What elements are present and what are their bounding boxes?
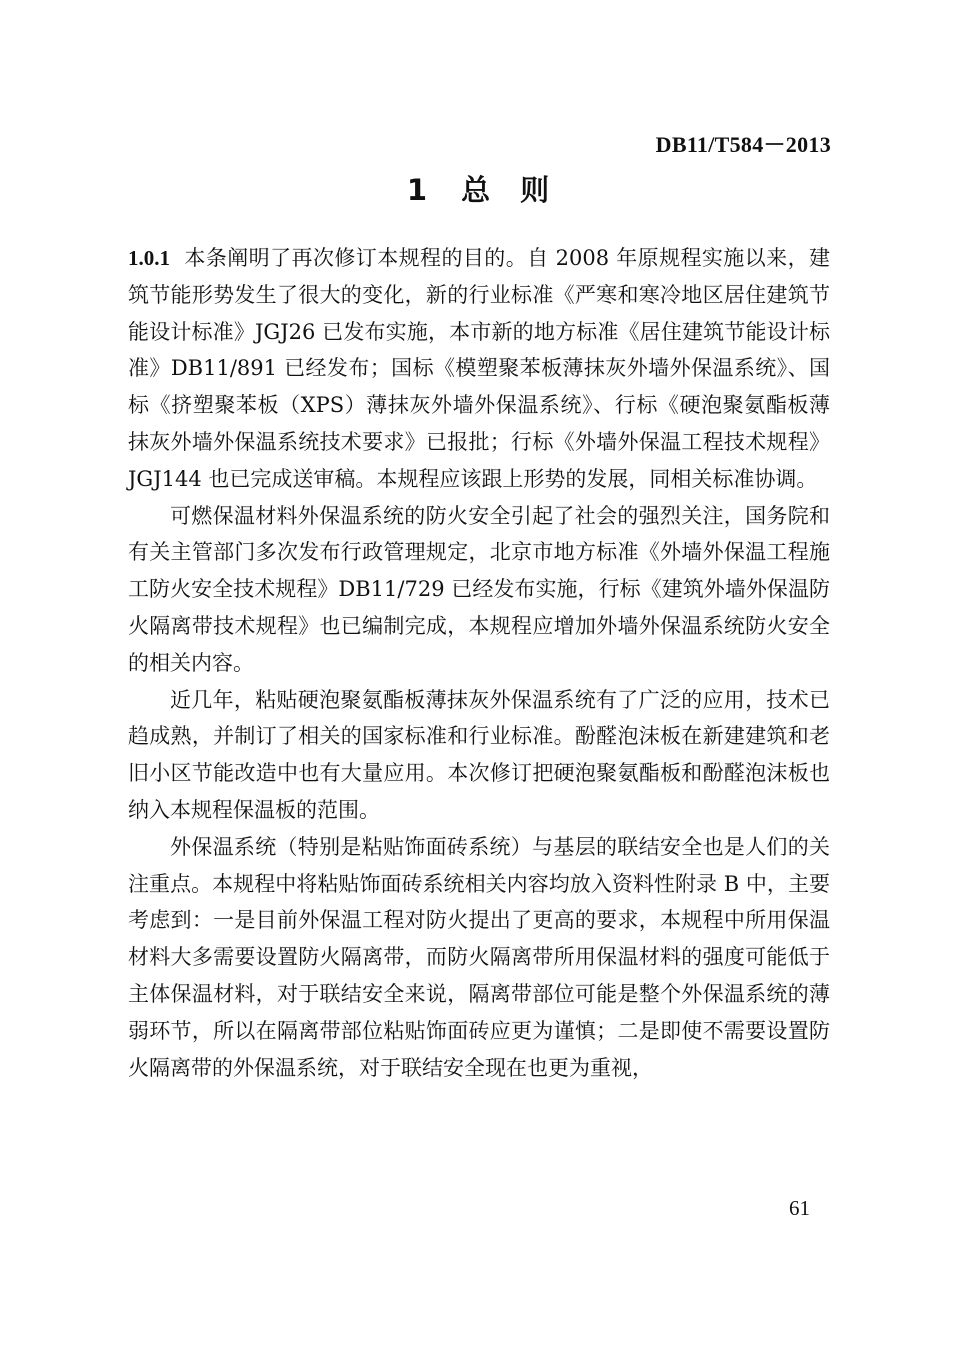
chapter-title: [0, 168, 956, 209]
clause-paragraph-2: 可燃保温材料外保温系统的防火安全引起了社会的强烈关注，国务院和有关主管部门多次发布行政管理规定，北京市地方标准《外墙外保温工程施工防火安全技术规程》DB11/729 已经发布实施，行标《建筑外墙外保温防火隔离带技术规程》也已编制完成，本规程应增加外墙外保温系统防火安全的相关内容。: [128, 503, 830, 675]
clause-number: 1.0.1: [128, 246, 170, 270]
clause-paragraph-3: 近几年，粘贴硬泡聚氨酯板薄抹灰外保温系统有了广泛的应用，技术已趋成熟，并制订了相关的国家标准和行业标准。酚醛泡沫板在新建建筑和老旧小区节能改造中也有大量应用。本次修订把硬泡聚氨酯板和酚醛泡沫板也纳入本规程保温板的范围。: [128, 687, 830, 822]
page-number: 61: [789, 1196, 810, 1220]
body-text: [128, 240, 830, 1086]
standard-code: DB11/T584－2013: [655, 132, 831, 157]
chapter-title-char-1: 总: [461, 173, 491, 207]
paragraph-text: 本条阐明了再次修订本规程的目的。自 2008 年原规程实施以来，建筑节能形势发生了很大的变化，新的行业标准《严寒和寒冷地区居住建筑节能设计标准》JGJ26 已发布实施，本市新的地方标准《居住建筑节能设计标准》DB11/891 已经发布；国标《模塑聚苯板薄抹灰外墙外保温系统》、国标《挤塑聚苯板（XPS）薄抹灰外墙外保温系统》、行标《硬泡聚氨酯板薄抹灰外墙外保温系统技术要求》已报批；行标《外墙外保温工程技术规程》JGJ144 也已完成送审稿。本规程应该跟上形势的发展，同相关标准协调。: [128, 246, 830, 491]
clause-paragraph-4: 外保温系统（特别是粘贴饰面砖系统）与基层的联结安全也是人们的关注重点。本规程中将粘贴饰面砖系统相关内容均放入资料性附录 B 中，主要考虑到：一是目前外保温工程对防火提出了更高的要求，本规程中所用保温材料大多需要设置防火隔离带，而防火隔离带所用保温材料的强度可能低于主体保温材料，对于联结安全来说，隔离带部位可能是整个外保温系统的薄弱环节，所以在隔离带部位粘贴饰面砖应更为谨慎；二是即使不需要设置防火隔离带的外保温系统，对于联结安全现在也更为重视，: [128, 834, 830, 1080]
chapter-title-char-2: 则: [520, 173, 550, 207]
clause-paragraph-1: [128, 240, 830, 498]
chapter-number: 1: [406, 173, 428, 207]
